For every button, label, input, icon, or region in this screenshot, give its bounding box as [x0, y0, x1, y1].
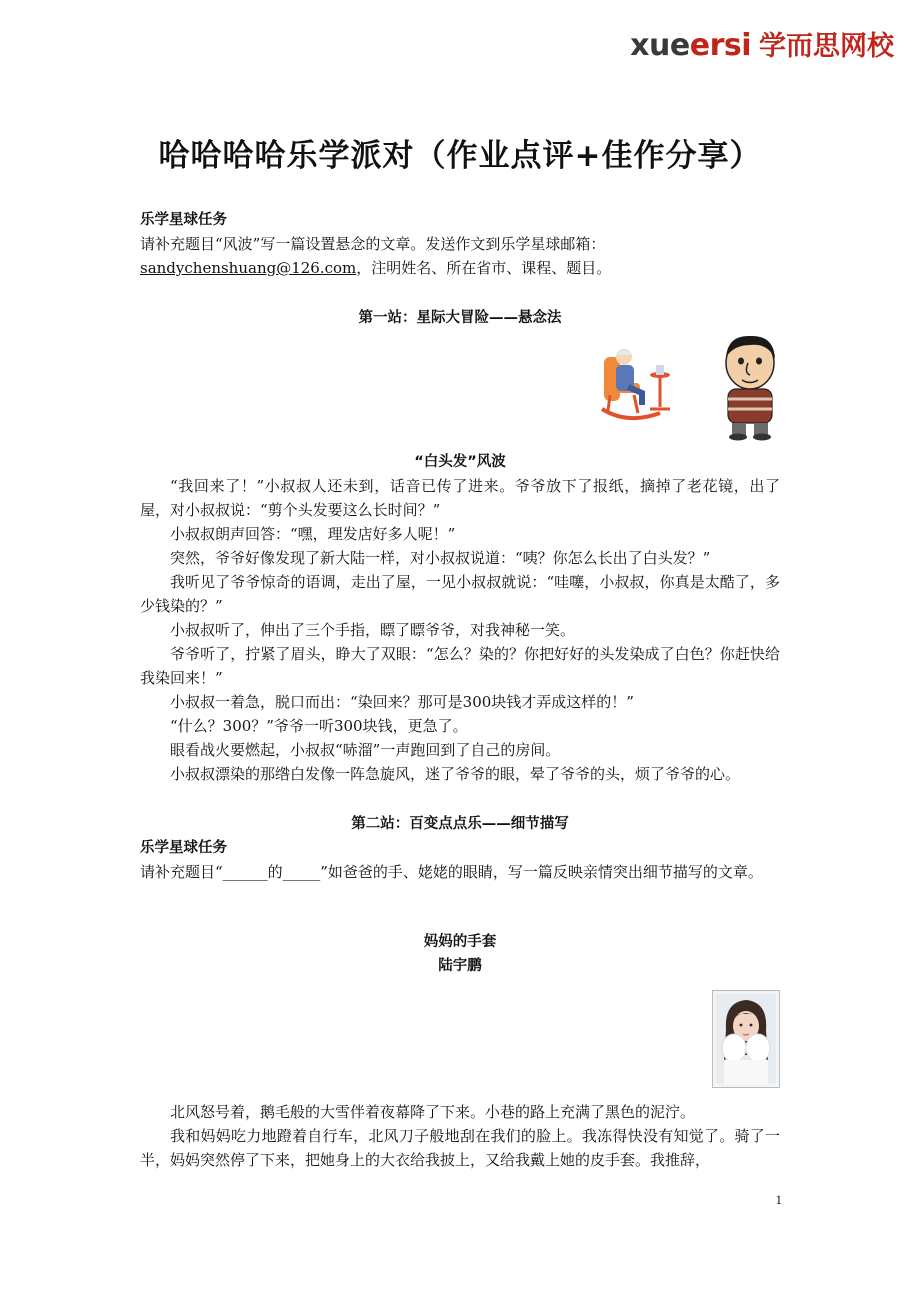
essay1-paragraph: 突然，爷爷好像发现了新大陆一样，对小叔叔说道：“咦？你怎么长出了白头发？”	[170, 549, 711, 567]
email-link[interactable]: sandychenshuang@126.com	[140, 259, 357, 277]
xueersi-logo	[630, 24, 894, 63]
essay1	[140, 450, 780, 786]
task2-text: 请补充题目“______的_____”如爸爸的手、姥姥的眼睛，写一篇反映亲情突出细节描写的文章。	[140, 863, 763, 881]
essay1-paragraph: “我回来了！”小叔叔人还未到，话音已传了进来。爷爷放下了报纸，摘掉了老花镜，出了屋，对小叔叔说：“剪个头发要这么长时间？”	[140, 477, 780, 519]
essay1-paragraph: 小叔叔听了，伸出了三个手指，瞟了瞟爷爷，对我神秘一笑。	[170, 621, 576, 639]
task2-heading: 乐学星球任务	[140, 840, 227, 856]
essay1-paragraph: 爷爷听了，拧紧了眉头，睁大了双眼：“怎么？染的？你把好好的头发染成了白色？你赶快给我染回来！”	[140, 645, 780, 687]
girl-photo	[712, 990, 780, 1088]
station1-heading: 第一站：星际大冒险——悬念法	[358, 310, 562, 326]
essay1-paragraph: “什么？300？”爷爷一听300块钱，更急了。	[170, 717, 468, 735]
task1-section	[140, 208, 780, 280]
uncle-cartoon-illustration	[718, 333, 782, 441]
essay2-body	[140, 1100, 780, 1172]
essay1-paragraph: 小叔叔朗声回答：“嘿，理发店好多人呢！”	[170, 525, 456, 543]
task1-text: 请补充题目“风波”写一篇设置悬念的文章。发送作文到乐学星球邮箱： sandychenshuang@126.com，注明姓名、所在省市、课程、题目。	[140, 235, 612, 277]
essay1-title: “白头发”风波	[414, 454, 506, 470]
essay1-paragraph: 小叔叔漂染的那绺白发像一阵急旋风，迷了爷爷的眼，晕了爷爷的头，烦了爷爷的心。	[170, 765, 741, 783]
task1-heading: 乐学星球任务	[140, 212, 227, 228]
blank-2: _____	[282, 863, 321, 881]
essay1-paragraph: 我听见了爷爷惊奇的语调，走出了屋，一见小叔叔就说：“哇噻，小叔叔，你真是太酷了，多少钱染的？”	[140, 573, 780, 615]
station2-heading: 第二站：百变点点乐——细节描写	[351, 816, 569, 832]
grandpa-rocking-chair-illustration	[598, 343, 676, 423]
essay2-header	[140, 930, 780, 978]
essay1-paragraph: 眼看战火要燃起，小叔叔“哧溜”一声跑回到了自己的房间。	[170, 741, 561, 759]
essay2-author: 陆宇鹏	[438, 958, 482, 974]
essay1-paragraph: 小叔叔一着急，脱口而出：“染回来？那可是300块钱才弄成这样的！”	[170, 693, 634, 711]
logo-text-en: xueersi	[630, 28, 751, 63]
station2-section	[140, 812, 780, 884]
page-title: 哈哈哈哈乐学派对（作业点评+佳作分享）	[158, 138, 762, 174]
essay2-paragraph: 我和妈妈吃力地蹬着自行车，北风刀子般地刮在我们的脸上。我冻得快没有知觉了。骑了一半，妈妈突然停了下来，把她身上的大衣给我披上，又给我戴上她的皮手套。我推辞，	[140, 1127, 780, 1169]
page-number: 1	[775, 1192, 782, 1207]
logo-text-cn: 学而思网校	[759, 31, 894, 62]
blank-1: ______	[222, 863, 268, 881]
essay2-paragraph: 北风怒号着，鹅毛般的大雪伴着夜幕降了下来。小巷的路上充满了黑色的泥泞。	[170, 1103, 696, 1121]
essay2-title: 妈妈的手套	[423, 934, 497, 950]
